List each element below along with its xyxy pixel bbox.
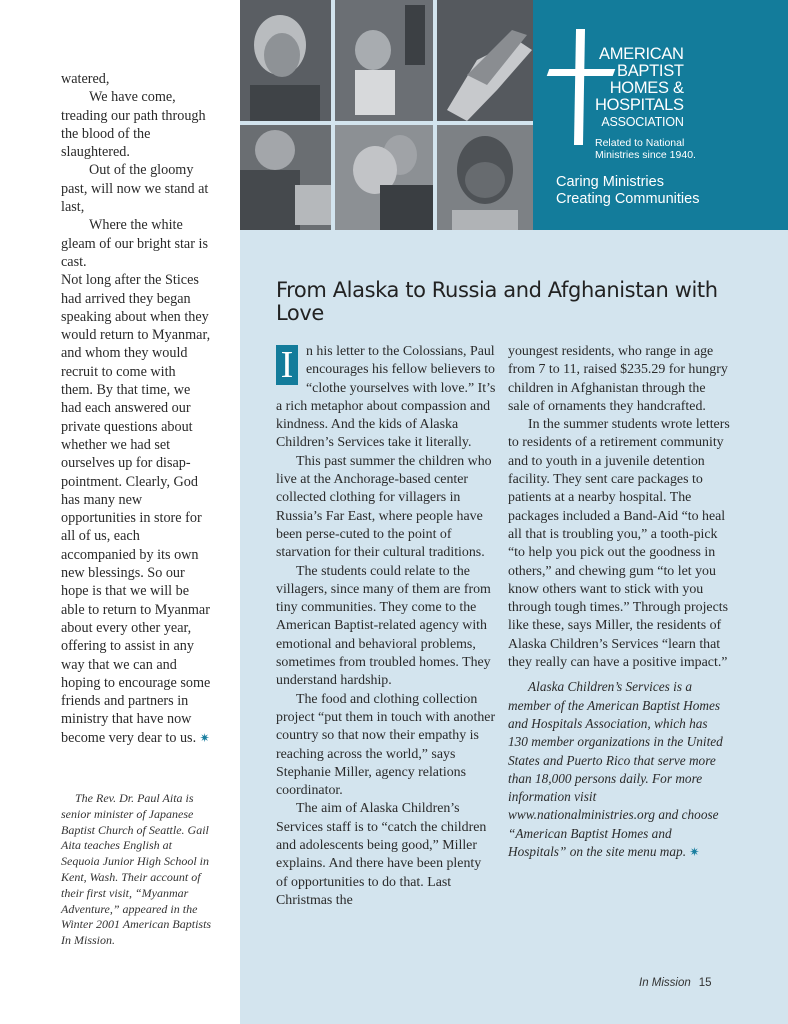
left-paragraph: watered,	[61, 71, 110, 87]
left-paragraph-last	[61, 271, 211, 747]
left-paragraph: Out of the gloomy past, will now we stand at last,	[61, 162, 209, 216]
left-paragraph-text: Not long after the Stices had arrived they began speaking about when they would return to Myanmar, and whom they would recruit to come with them. By that time, we had each answered our private questions about whether we had set ourselves up for disap-pointment. Clearly, God has many new opportunities in store for all of us, each accompanied by its own new blessings. So our hope is that we will be able to return to Myanmar about every other year, offering to assist in any way that we can and hoping to encourage some friends and partners in ministry that have now become very dear to us.	[61, 272, 211, 746]
article-column-1	[276, 343, 496, 910]
article-paragraph: The food and clothing collection project “put them in touch with another country so that now their empathy is reaching across the world,” says Stephanie Miller, agency relations coordinator.	[276, 691, 496, 799]
left-column-text	[61, 70, 211, 747]
cross-icon	[574, 29, 585, 145]
article-paragraph: youngest residents, who range in age from 7 to 11, raised $235.29 for hungry children in Afghanistan through the sale of ornaments they handcrafted.	[508, 344, 728, 414]
related-line: Ministries since 1940.	[595, 149, 696, 161]
org-line: HOSPITALS	[595, 96, 684, 114]
article-paragraph: The aim of Alaska Children’s Services staff is to “catch the children and adolescents being good,” Miller explains. And there have been plenty of opportunities to do that. Last Christmas the	[276, 801, 487, 908]
article-paragraph: This past summer the children who live at the Anchorage-based center collected clothing for villagers in Russia’s Far East, where people have been perse-cuted to the point of starvation for their cultural traditions.	[276, 453, 492, 561]
org-name	[595, 46, 684, 131]
related-text	[595, 137, 696, 161]
article-paragraph	[276, 343, 496, 453]
paragraph-text: n his letter to the Colossians, Paul encourages his fellow believers to “clothe yourselves with love.” It’s a rich metaphor about compassion and kindness. And the kids of Alaska Children’s Services take it literally.	[276, 344, 496, 451]
article-headline: From Alaska to Russia and Afghanistan with Love	[276, 278, 718, 325]
org-line: BAPTIST	[617, 62, 684, 80]
page-footer	[639, 977, 712, 989]
article-note	[508, 678, 730, 861]
tagline-line: Caring Ministries	[556, 174, 664, 190]
author-bio: The Rev. Dr. Paul Aita is senior minister of Japanese Baptist Church of Seattle. Gail Aita teaches English at Sequoia Junior High School in Kent, Wash. Their account of their first visit, “Myanmar Adventure,” appeared in the Winter 2001 American Baptists In Mission.	[61, 791, 212, 948]
tagline	[556, 174, 699, 208]
photo-smiling-child	[335, 0, 433, 121]
photo-elderly-woman	[240, 0, 331, 121]
related-line: Related to National	[595, 137, 685, 149]
photo-smiling-boy	[437, 125, 533, 230]
note-text: Alaska Children’s Services is a member of the American Baptist Homes and Hospitals Association, which has 130 member organizations in the United States and Puerto Rico that serve more than 18,000 persons daily. For more information visit www.nationalministries.org and choose “American Baptist Homes and Hospitals” on the site menu map.	[508, 679, 723, 860]
org-line: HOMES &	[609, 79, 684, 97]
left-column	[0, 0, 240, 1024]
end-mark-icon: ✷	[199, 730, 210, 745]
publication-name: In Mission	[639, 977, 691, 989]
tagline-line: Creating Communities	[556, 191, 700, 207]
page-number: 15	[698, 977, 712, 989]
article-column-2	[508, 343, 730, 861]
article-paragraph: The students could relate to the villagers, since many of them are from tiny communities. They come to the American Baptist-related agency with emotional and behavioral problems, sometimes from troubled homes. They understand hardship.	[276, 563, 491, 689]
photo-mother-and-child-hug	[335, 125, 433, 230]
aabhha-logo-panel	[533, 0, 788, 230]
org-line: AMERICAN	[598, 45, 684, 63]
photo-man-with-child	[240, 125, 331, 230]
org-line: ASSOCIATION	[601, 115, 684, 129]
left-paragraph: We have come, treading our path through the blood of the slaughtered.	[61, 89, 206, 161]
end-mark-icon: ✷	[689, 845, 700, 860]
left-paragraph: Where the white gleam of our bright star is cast.	[61, 217, 208, 270]
drop-cap: I	[276, 345, 298, 385]
article-paragraph: In the summer students wrote letters to residents of a retirement community and to youth in a juvenile detention facility. They sent care packages to patients at a nearby hospital. The packages included a Band-Aid “to heal all that is troubling you,” a tooth-pick “to help you pick out the goodness in others,” and chewing gum “to let you know others want to stick with you through tough times.” Through projects like these, says Miller, the residents of Alaska Children’s Services “learn that they really can have a positive impact.”	[508, 417, 730, 671]
photo-holding-hands	[437, 0, 533, 121]
